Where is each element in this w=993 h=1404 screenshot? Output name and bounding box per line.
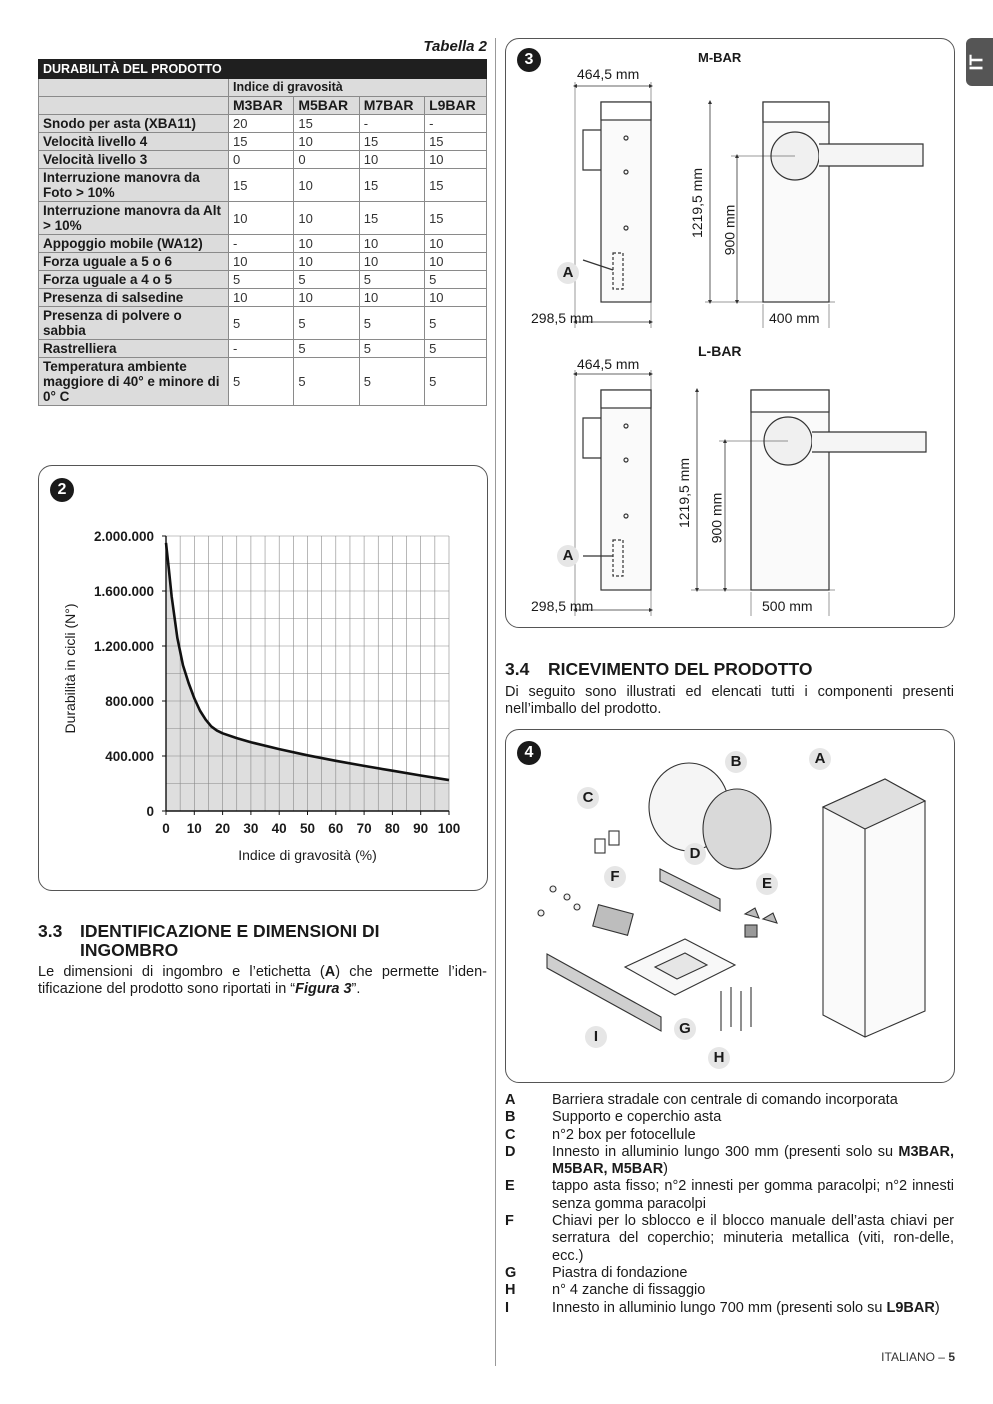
table-cell: 10: [359, 235, 424, 253]
chart-x-tick-label: 50: [299, 821, 316, 836]
chart-y-tick-label: 800.000: [105, 694, 154, 709]
table-cell: 5: [359, 358, 424, 406]
legend-description: [552, 1092, 954, 1109]
table-cell: 5: [425, 358, 487, 406]
table-column-header: M3BAR: [229, 97, 294, 115]
page-footer: [881, 1350, 955, 1364]
legend-text: n° 4 zanche di fissaggio: [552, 1282, 706, 1299]
legend-text: Piastra di fondazione: [552, 1264, 688, 1281]
table-row: [39, 271, 487, 289]
table-cell: 15: [425, 133, 487, 151]
component-callout-i: I: [585, 1026, 607, 1048]
hardware-bag: [593, 905, 633, 936]
durability-chart: [38, 465, 486, 889]
component-callout-h: H: [708, 1047, 730, 1069]
table-cell: 15: [359, 169, 424, 202]
chart-y-tick-label: 2.000.000: [93, 529, 154, 544]
legend-text: Supporto e coperchio asta: [552, 1109, 722, 1126]
legend-text-end: ): [934, 1299, 940, 1316]
section-3-3-title-line1: IDENTIFICAZIONE E DIMENSIONI DI: [80, 921, 380, 941]
table-column-header: L9BAR: [425, 97, 487, 115]
page-number: 5: [948, 1350, 955, 1364]
legend-text-bold: M3BAR, M5BAR, M5BAR: [552, 1143, 954, 1178]
component-callout-g: G: [674, 1018, 696, 1040]
legend-description: [552, 1282, 954, 1299]
legend-key: G: [505, 1264, 517, 1281]
lbar-side-body: [601, 390, 651, 590]
lbar-label-a: A: [557, 545, 579, 567]
language-tab: [966, 38, 993, 86]
footer-language: ITALIANO –: [881, 1350, 949, 1364]
column-divider: [495, 38, 496, 1366]
mbar-title: M-BAR: [698, 50, 742, 65]
component-callout-f: F: [604, 866, 626, 888]
legend-text: n°2 box per fotocellule: [552, 1126, 696, 1143]
lbar-width-label: 464,5 mm: [577, 356, 640, 372]
table-cell: 5: [294, 340, 359, 358]
legend-description: [552, 1109, 954, 1126]
table-row: [39, 253, 487, 271]
table-row-label: Presenza di polvere o sabbia: [39, 307, 229, 340]
table-cell: -: [229, 340, 294, 358]
table-cell: 5: [359, 340, 424, 358]
table-column-header: M5BAR: [294, 97, 359, 115]
legend-text: tappo asta fisso; n°2 innesti per gomma paracolpi; n°2 innesti senza gomma paracolpi: [552, 1178, 954, 1212]
section-3-4-title: RICEVIMENTO DEL PRODOTTO: [548, 659, 813, 679]
dimensions-drawing: [505, 38, 953, 626]
chart-y-tick-label: 1.600.000: [93, 584, 154, 599]
table-row: [39, 358, 487, 406]
lbar-height-total-label: 1219,5 mm: [676, 457, 693, 529]
table-cell: 5: [294, 358, 359, 406]
section-3-3-title: [80, 922, 490, 960]
table-cell: 10: [425, 289, 487, 307]
chart-x-tick-label: 0: [162, 821, 170, 836]
lbar-title: L-BAR: [698, 343, 742, 359]
table-cell: 10: [294, 169, 359, 202]
legend-key: I: [505, 1299, 510, 1316]
table-row-label: Snodo per asta (XBA11): [39, 115, 229, 133]
legend-text: Innesto in alluminio lungo 300 mm (presenti solo su: [552, 1143, 899, 1160]
table-row: [39, 340, 487, 358]
table-cell: 10: [229, 253, 294, 271]
legend-description: [552, 1144, 954, 1179]
table-cell: 15: [229, 169, 294, 202]
table-cell: 5: [425, 340, 487, 358]
table-cell: 10: [425, 253, 487, 271]
table-cell: 20: [229, 115, 294, 133]
section-3-3-number: 3.3: [38, 921, 63, 941]
section-3-4-number: 3.4: [505, 659, 530, 679]
table-row-label: Presenza di salsedine: [39, 289, 229, 307]
legend-item: [505, 1300, 954, 1317]
table-row: [39, 202, 487, 235]
table-row: [39, 289, 487, 307]
chart-x-tick-label: 30: [243, 821, 259, 836]
table-row-label: Rastrelliera: [39, 340, 229, 358]
table-cell: 10: [359, 289, 424, 307]
chart-y-tick-label: 400.000: [105, 749, 154, 764]
section-3-3-title-line2: INGOMBRO: [80, 940, 179, 960]
table-cell: 10: [425, 151, 487, 169]
table-cell: 10: [294, 253, 359, 271]
chart-x-axis-label: Indice di gravosità (%): [238, 847, 377, 863]
text-part: Le dimensioni di ingombro e l’etichetta (: [38, 964, 325, 980]
table-cell: 5: [229, 307, 294, 340]
components-legend: [505, 1092, 954, 1317]
component-callout-d: D: [684, 843, 706, 865]
language-tab-label: IT: [966, 54, 987, 71]
section-3-4-text: Di seguito sono illustrati ed elencati tutti i componenti presenti nell’imballo del prodotto.: [505, 684, 954, 717]
lbar-arm-offset-label: 500 mm: [762, 598, 813, 614]
legend-description: [552, 1127, 954, 1144]
table-cell: 10: [359, 253, 424, 271]
lbar-height-axis-label: 900 mm: [708, 492, 725, 544]
legend-text: Innesto in alluminio lungo 700 mm (presenti solo su: [552, 1299, 887, 1316]
table-cell: 5: [359, 271, 424, 289]
table-row-label: Velocità livello 4: [39, 133, 229, 151]
legend-key: D: [505, 1143, 516, 1160]
text-bold: A: [324, 964, 336, 980]
mbar-side-body: [601, 102, 651, 302]
table-cell: 15: [359, 202, 424, 235]
legend-item: [505, 1144, 954, 1179]
table-row: [39, 151, 487, 169]
component-callout-b: B: [725, 751, 747, 773]
text-part: ) che permette l’iden-tificazione del prodotto sono riportati in “: [38, 964, 488, 997]
legend-description: [552, 1265, 954, 1282]
legend-key: F: [505, 1213, 514, 1230]
table-cell: 5: [229, 358, 294, 406]
package-contents-drawing: [505, 729, 953, 1081]
legend-text: Chiavi per lo sblocco e il blocco manuale dell’asta chiavi per serratura del coperchio; minuteria metallica (viti, ron-delle, ecc.): [552, 1213, 954, 1264]
figure-3-badge: 3: [517, 48, 541, 72]
table-cell: 10: [294, 202, 359, 235]
legend-description: [552, 1178, 954, 1213]
legend-item: [505, 1178, 954, 1213]
legend-key: C: [505, 1126, 516, 1143]
chart-x-tick-label: 80: [384, 821, 400, 836]
chart-y-axis-label: Durabilità in cicli (N°): [62, 603, 78, 734]
table-title: DURABILITÀ DEL PRODOTTO: [39, 60, 487, 79]
chart-x-tick-label: 70: [356, 821, 372, 836]
legend-key: E: [505, 1178, 515, 1195]
table-header-blank: [39, 97, 229, 115]
chart-x-tick-label: 60: [328, 821, 344, 836]
table-row-label: Temperatura ambiente maggiore di 40° e minore di 0° C: [39, 358, 229, 406]
legend-item: [505, 1127, 954, 1144]
legend-item: [505, 1109, 954, 1126]
legend-item: [505, 1092, 954, 1109]
legend-key: A: [505, 1092, 516, 1108]
mbar-label-a: A: [557, 262, 579, 284]
table-cell: -: [425, 115, 487, 133]
legend-description: [552, 1213, 954, 1265]
figure-reference: Figura 3: [295, 981, 352, 997]
table-cell: 5: [294, 307, 359, 340]
mbar-arm-offset-label: 400 mm: [769, 310, 820, 326]
table-cell: 5: [359, 307, 424, 340]
chart-x-tick-label: 90: [413, 821, 429, 836]
table-cell: 0: [229, 151, 294, 169]
mbar-depth-label: 298,5 mm: [531, 310, 594, 326]
chart-y-tick-label: 1.200.000: [93, 639, 154, 654]
table-row-label: Velocità livello 3: [39, 151, 229, 169]
table-cell: 10: [294, 235, 359, 253]
text-part: ”.: [351, 981, 361, 997]
chart-x-tick-label: 20: [215, 821, 231, 836]
table-cell: 5: [294, 271, 359, 289]
table-cell: 10: [425, 235, 487, 253]
mbar-width-label: 464,5 mm: [577, 66, 640, 82]
legend-text: Barriera stradale con centrale di comando incorporata: [552, 1092, 898, 1108]
table-cell: 15: [359, 133, 424, 151]
table-row-label: Forza uguale a 4 o 5: [39, 271, 229, 289]
table-cell: 15: [294, 115, 359, 133]
table-row: [39, 307, 487, 340]
component-callout-c: C: [577, 787, 599, 809]
table-cell: -: [229, 235, 294, 253]
arm-cover: [703, 789, 771, 869]
table-group-header: Indice di gravosità: [229, 79, 487, 97]
chart-y-tick-label: 0: [146, 804, 154, 819]
table-cell: 0: [294, 151, 359, 169]
table-row: [39, 133, 487, 151]
legend-item: [505, 1282, 954, 1299]
figure-2-badge: 2: [50, 478, 74, 502]
legend-key: B: [505, 1109, 516, 1126]
mbar-height-axis-label: 900 mm: [721, 204, 738, 256]
table-cell: 10: [294, 289, 359, 307]
table-caption: Tabella 2: [423, 38, 487, 55]
table-cell: 10: [359, 151, 424, 169]
table-row-label: Interruzione manovra da Alt > 10%: [39, 202, 229, 235]
table-row-label: Appoggio mobile (WA12): [39, 235, 229, 253]
table-cell: 5: [425, 307, 487, 340]
table-cell: 5: [425, 271, 487, 289]
legend-key: H: [505, 1282, 516, 1299]
table-row: [39, 115, 487, 133]
figure-4-badge: 4: [517, 741, 541, 765]
table-cell: 10: [294, 133, 359, 151]
chart-x-tick-label: 100: [437, 821, 461, 836]
legend-text-end: ): [663, 1161, 669, 1178]
legend-text-bold: L9BAR: [886, 1299, 935, 1316]
mbar-height-total-label: 1219,5 mm: [689, 167, 706, 239]
component-callout-e: E: [756, 873, 778, 895]
table-cell: -: [359, 115, 424, 133]
chart-x-tick-label: 40: [271, 821, 287, 836]
durability-table: [38, 59, 487, 406]
section-3-3-text: [38, 964, 487, 998]
table-row: [39, 169, 487, 202]
table-cell: 10: [229, 289, 294, 307]
table-cell: 15: [425, 202, 487, 235]
lbar-depth-label: 298,5 mm: [531, 598, 594, 614]
table-column-header: M7BAR: [359, 97, 424, 115]
insert-300: [660, 869, 720, 911]
legend-item: [505, 1213, 954, 1265]
table-row-label: Forza uguale a 5 o 6: [39, 253, 229, 271]
legend-item: [505, 1265, 954, 1282]
table-row-label: Interruzione manovra da Foto > 10%: [39, 169, 229, 202]
table-cell: 15: [425, 169, 487, 202]
table-row: [39, 235, 487, 253]
component-callout-a: A: [809, 748, 831, 770]
table-cell: 15: [229, 133, 294, 151]
legend-description: [552, 1300, 954, 1317]
table-cell: 5: [229, 271, 294, 289]
table-cell: 10: [229, 202, 294, 235]
chart-x-tick-label: 10: [186, 821, 202, 836]
table-header-blank: [39, 79, 229, 97]
